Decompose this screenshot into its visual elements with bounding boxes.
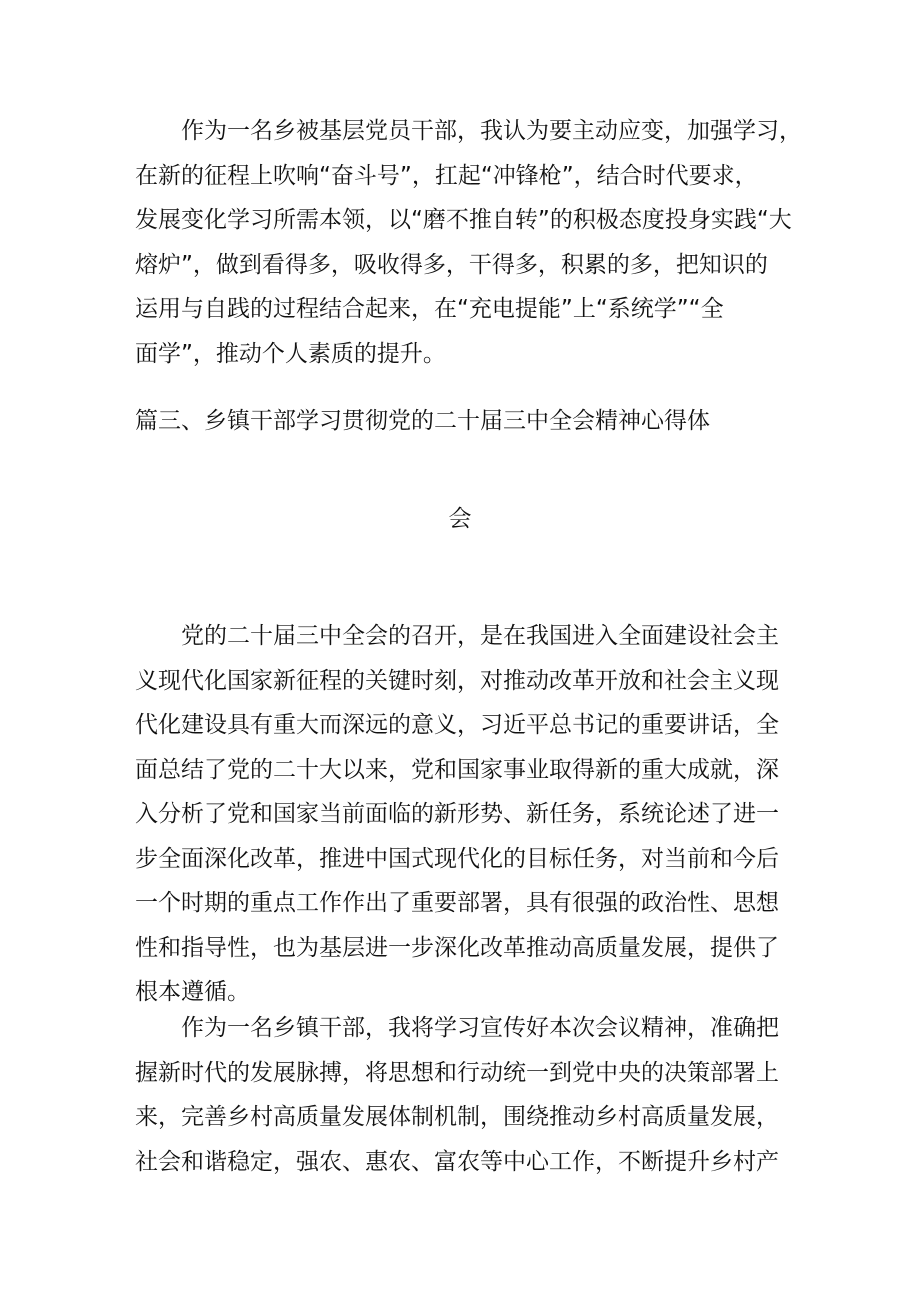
- paragraph-line: 运用与自践的过程结合起来，在“充电提能”上“系统学”“全: [135, 296, 724, 322]
- paragraph-line: 来，完善乡村高质量发展体制机制，围绕推动乡村高质量发展，: [135, 1104, 779, 1130]
- paragraph-line: 步全面深化改革，推进中国式现代化的目标任务，对当前和今后: [135, 845, 779, 872]
- paragraph-line: 熔炉”，做到看得多，吸收得多，干得多，积累的多，把知识的: [135, 251, 768, 278]
- paragraph-3: [135, 1006, 795, 1184]
- paragraph-line: 义现代化国家新征程的关键时刻，对推动改革开放和社会主义现: [135, 667, 779, 694]
- paragraph-line: 面学”，推动个人素质的提升。: [135, 340, 446, 367]
- paragraph-line: 在新的征程上吹响“奋斗号”，扛起“冲锋枪”，结合时代要求，: [135, 162, 758, 189]
- paragraph-line: 作为一名乡镇干部，我将学习宣传好本次会议精神，准确把: [135, 1015, 779, 1041]
- paragraph-1: [135, 109, 802, 376]
- paragraph-line: 代化建设具有重大而深远的意义，习近平总书记的重要讲话，全: [135, 712, 779, 738]
- paragraph-line: 入分析了党和国家当前面临的新形势、新任务，系统论述了进一: [135, 801, 779, 827]
- paragraph-line: 性和指导性，也为基层进一步深化改革推动高质量发展，提供了: [135, 934, 779, 961]
- paragraph-line: 根本遵循。: [135, 979, 250, 1005]
- paragraph-line: 作为一名乡被基层党员干部，我认为要主动应变，加强学习，: [135, 118, 802, 144]
- section-heading: [135, 399, 795, 444]
- section-heading-continuation: [0, 497, 920, 542]
- section-heading-line-1: 篇三、乡镇干部学习贯彻党的二十届三中全会精神心得体: [135, 408, 710, 434]
- paragraph-line: 社会和谐稳定，强农、惠农、富农等中心工作，不断提升乡村产: [135, 1148, 779, 1175]
- paragraph-line: 一个时期的重点工作作出了重要部署，具有很强的政治性、思想: [135, 890, 779, 916]
- paragraph-line: 面总结了党的二十大以来，党和国家事业取得新的重大成就，深: [135, 756, 779, 783]
- paragraph-line: 发展变化学习所需本领，以“磨不推自转”的积极态度投身实践“大: [135, 207, 792, 233]
- paragraph-line: 党的二十届三中全会的召开，是在我国进入全面建设社会主: [135, 623, 779, 649]
- paragraph-line: 握新时代的发展脉搏，将思想和行动统一到党中央的决策部署上: [135, 1059, 779, 1086]
- paragraph-2: [135, 614, 795, 1015]
- section-heading-line-2: 会: [448, 506, 472, 532]
